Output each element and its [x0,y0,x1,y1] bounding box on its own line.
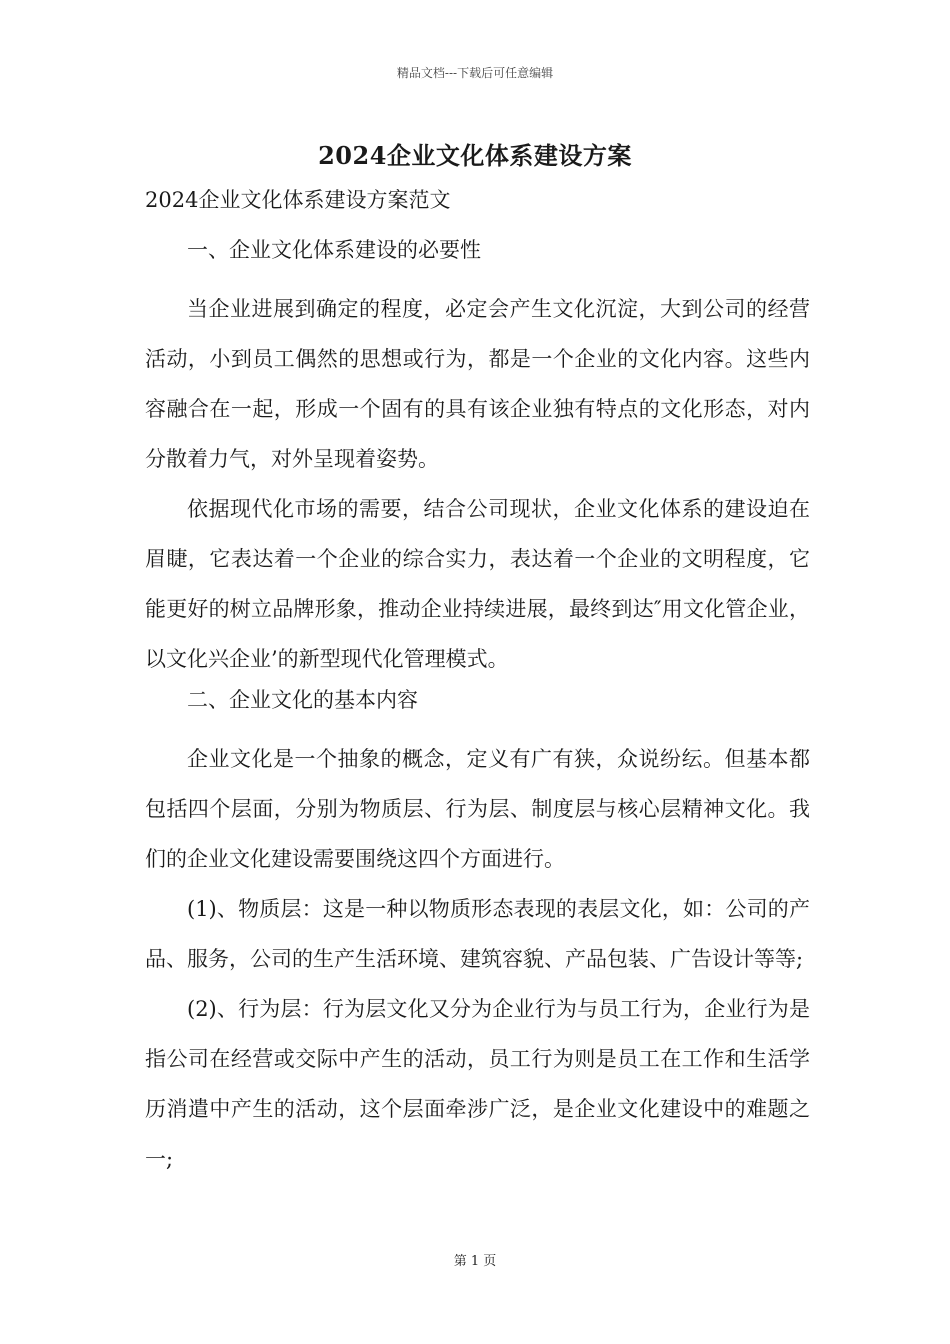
section-heading-2: 二、企业文化的基本内容 [187,688,418,712]
section-heading-1: 一、企业文化体系建设的必要性 [187,238,481,262]
paragraph-3: 企业文化是一个抽象的概念，定义有广有狭，众说纷纭。但基本都包括四个层面，分别为物质层、行为层、制度层与核心层精神文化。我们的企业文化建设需要围绕这四个方面进行。 [145,747,810,871]
paragraph-1: 当企业进展到确定的程度，必定会产生文化沉淀，大到公司的经营活动，小到员工偶然的思想或行为，都是一个企业的文化内容。这些内容融合在一起，形成一个固有的具有该企业独有特点的文化形态，对内分散着力气，对外呈现着姿势。 [145,297,810,471]
page-number: 第 1 页 [453,1254,497,1269]
paragraph-2: 依据现代化市场的需要，结合公司现状，企业文化体系的建设迫在眉睫，它表达着一个企业的综合实力，表达着一个企业的文明程度，它能更好的树立品牌形象，推动企业持续进展，最终到达″用文化管企业，以文化兴企业’的新型现代化管理模式。 [145,497,810,671]
page-header: 精品文档---下载后可任意编辑 [396,66,554,80]
paragraph-5: (2)、行为层：行为层文化又分为企业行为与员工行为，企业行为是指公司在经营或交际中产生的活动，员工行为则是员工在工作和生活学历消遣中产生的活动，这个层面牵涉广泛，是企业文化建设中的难题之一; [145,997,810,1171]
paragraph-4: (1)、物质层：这是一种以物质形态表现的表层文化，如：公司的产品、服务，公司的生产生活环境、建筑容貌、产品包装、广告设计等等; [145,897,810,971]
document-body [145,184,810,1184]
document-title: 2024企业文化体系建设方案 [318,141,632,170]
document-subtitle: 2024企业文化体系建设方案范文 [145,188,451,212]
